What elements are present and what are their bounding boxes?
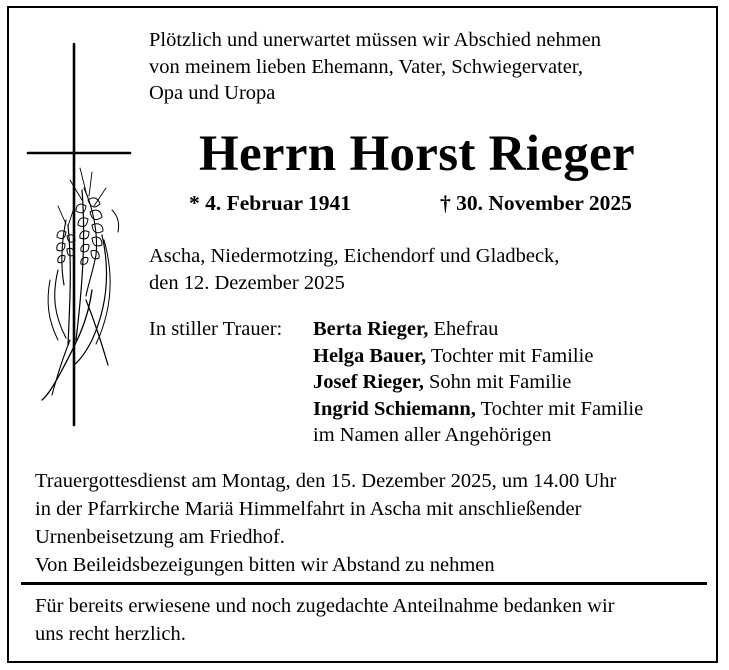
mourner-relation: Tochter mit Familie xyxy=(475,397,644,420)
service-line: Urnenbeisetzung am Friedhof. xyxy=(35,526,285,548)
cross-with-wheat-icon xyxy=(22,40,134,430)
service-line: Von Beileidsbezeigungen bitten wir Abstand zu nehmen xyxy=(35,554,495,576)
mourner-relation: Sohn mit Familie xyxy=(423,371,572,393)
intro-text xyxy=(149,27,601,107)
death-date: † 30. November 2025 xyxy=(440,191,632,215)
divider-line xyxy=(21,582,707,585)
mourner-name: Ingrid Schiemann, xyxy=(313,397,476,420)
service-text xyxy=(35,467,616,579)
mourner-name: Josef Rieger, xyxy=(313,371,424,393)
mourner-relation: Tochter mit Familie xyxy=(426,344,594,367)
mourner-row xyxy=(313,369,643,396)
birth-date: * 4. Februar 1941 xyxy=(189,191,352,215)
place-line: Ascha, Niedermotzing, Eichendorf und Gladbeck, xyxy=(149,245,560,267)
intro-line: Opa und Uropa xyxy=(149,82,276,104)
service-line: in der Pfarrkirche Mariä Himmelfahrt in Ascha mit anschließender xyxy=(35,498,582,520)
mourner-relation: Ehefrau xyxy=(428,318,499,340)
deceased-name: Herrn Horst Rieger xyxy=(199,126,635,182)
thanks-line: Für bereits erwiesene und noch zugedachte Anteilnahme bedanken wir xyxy=(35,595,615,617)
intro-line: von meinem lieben Ehemann, Vater, Schwiegervater, xyxy=(149,55,584,78)
service-line: Trauergottesdienst am Montag, den 15. Dezember 2025, um 14.00 Uhr xyxy=(35,470,617,492)
mourners-closing: im Namen aller Angehörigen xyxy=(313,424,552,446)
mourner-row xyxy=(313,396,643,423)
thanks-line: uns recht herzlich. xyxy=(35,623,186,645)
mourner-row xyxy=(313,343,643,370)
place-and-date xyxy=(149,243,559,296)
intro-line: Plötzlich und unerwartet müssen wir Abschied nehmen xyxy=(149,29,602,51)
mourners-label: In stiller Trauer: xyxy=(149,318,283,340)
date-line: den 12. Dezember 2025 xyxy=(149,271,345,294)
mourners-list xyxy=(313,316,643,449)
thanks-text xyxy=(35,592,615,648)
mourner-row xyxy=(313,316,643,343)
mourner-name: Berta Rieger, xyxy=(313,318,429,340)
mourner-name: Helga Bauer, xyxy=(313,344,427,367)
